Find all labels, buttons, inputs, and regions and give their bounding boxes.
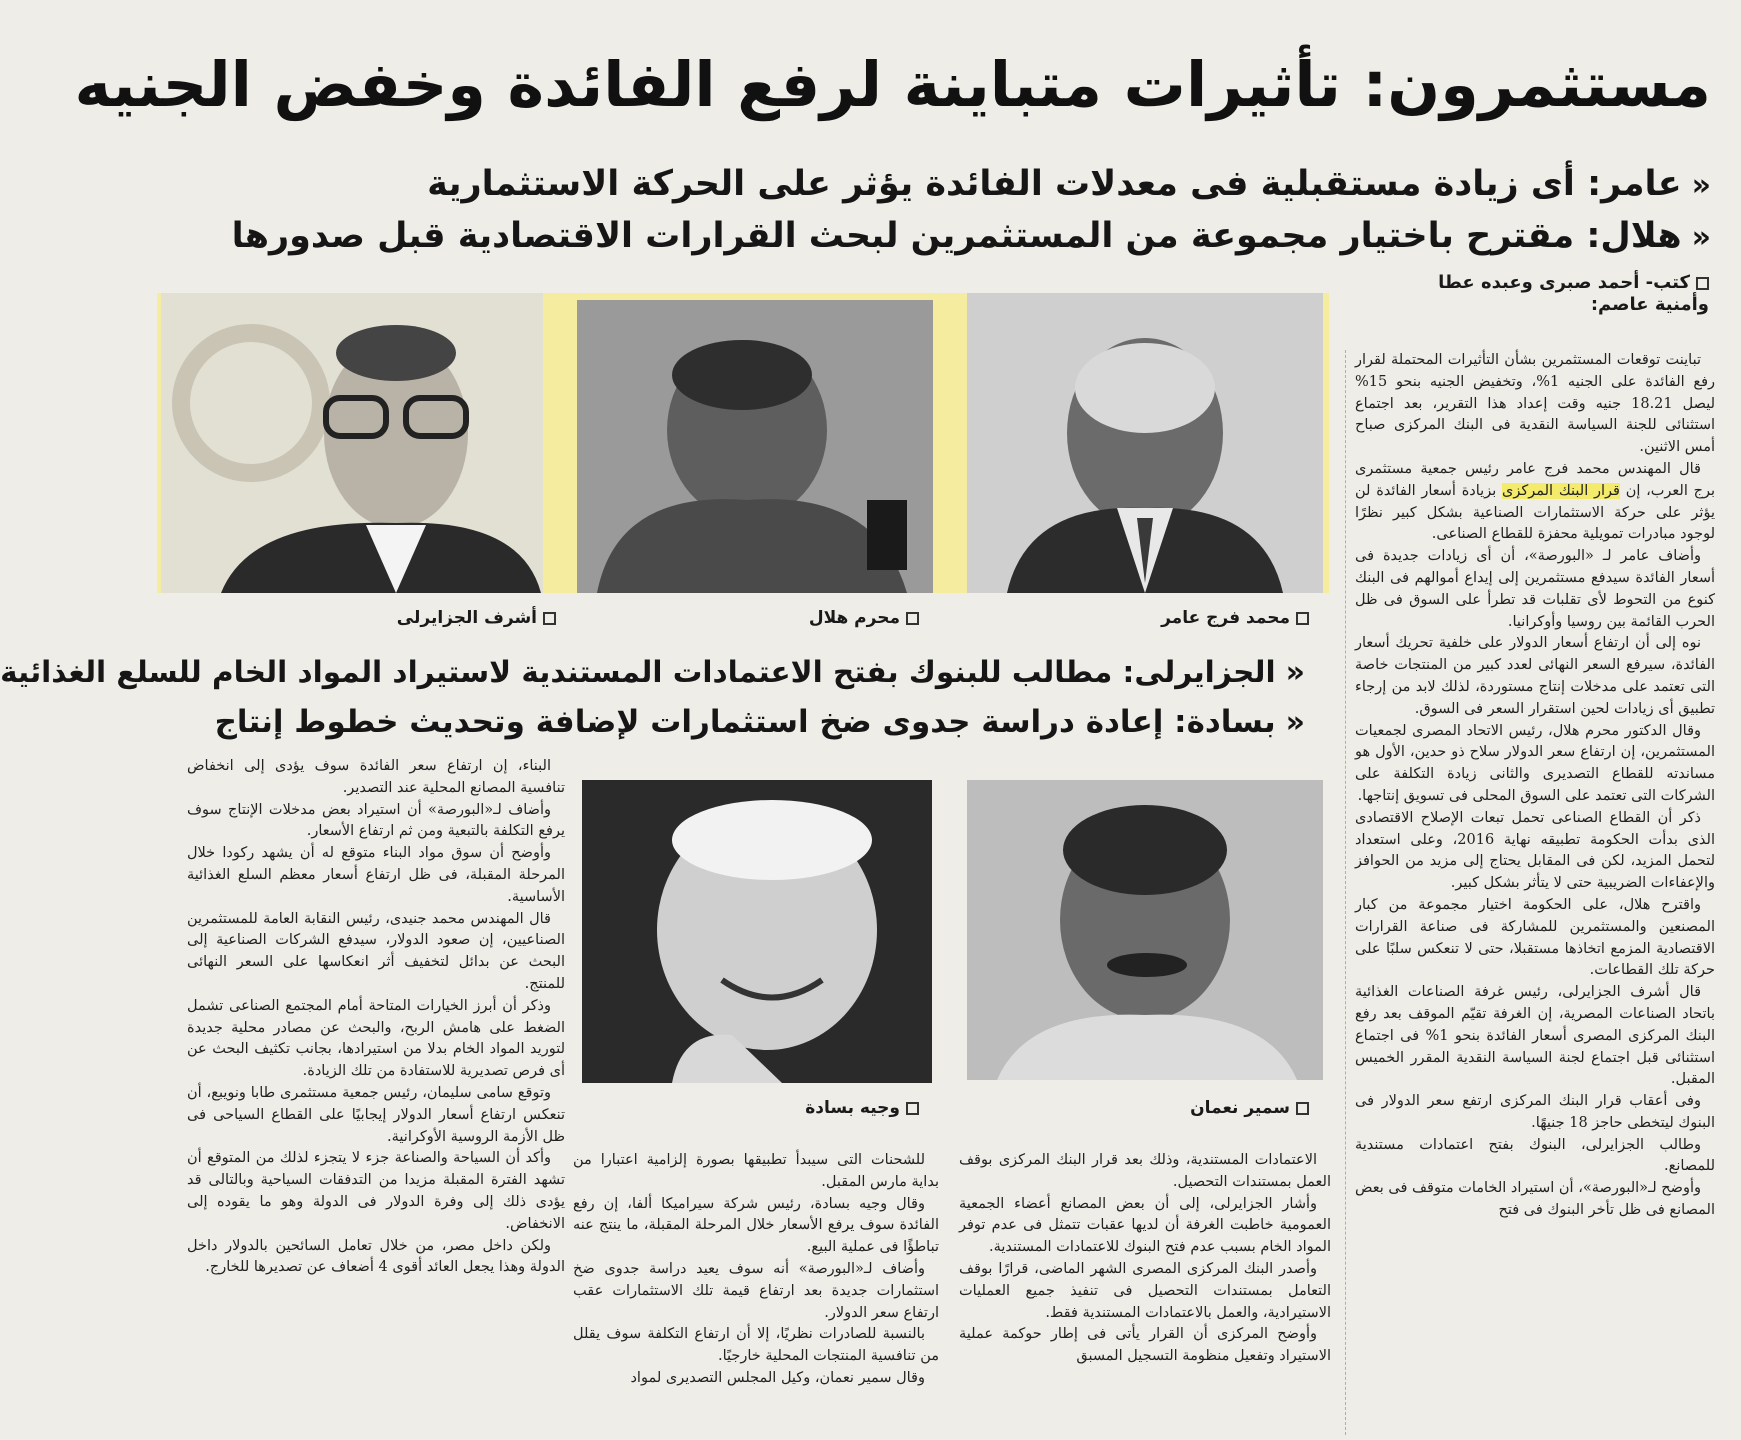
arrow-icon: « <box>1285 705 1305 740</box>
col4-paragraph: وأوضح أن سوق مواد البناء متوقع له أن يشهد ركودا خلال المرحلة المقبلة، فى ظل ارتفاع أسعار معظم السلع الغذائية الأساسية. <box>187 845 565 905</box>
subhead-gazayerly <box>0 646 1305 698</box>
col4-paragraph: وذكر أن أبرز الخيارات المتاحة أمام المجتمع الصناعى تشمل الضغط على هامش الربح، والبحث عن مصادر محلية جديدة لتوريد المواد الخام بدلا من استيرادها، بجانب تكثيف البحث عن أى فرص تصديرية للاستفادة من تلك الزيادة. <box>187 997 565 1080</box>
col4-paragraph: وأكد أن السياحة والصناعة جزء لا يتجزء لذلك من المتوقع أن تشهد الفترة المقبلة مزيدا من التدفقات السياحية وبالتالى قد يؤدى ذلك إلى وفرة الدولار فى الدولة وهو ما يقوده إلى الانخفاض. <box>187 1150 565 1232</box>
byline-line1-text: كتب- أحمد صبرى وعبده عطا <box>1438 272 1690 293</box>
square-bullet-icon <box>1296 1102 1309 1115</box>
subhead-amer-text: عامر: أى زيادة مستقبلية فى معدلات الفائدة يؤثر على الحركة الاستثمارية <box>427 164 1682 204</box>
col1-paragraph: وأوضح لـ«البورصة»، أن استيراد الخامات متوقف فى بعض المصانع فى ظل تأخر البنوك فى فتح <box>1355 1180 1715 1219</box>
subhead-basada <box>191 696 1305 748</box>
subhead-basada-text: بسادة: إعادة دراسة جدوى ضخ استثمارات لإضافة وتحديث خطوط إنتاج <box>214 704 1276 740</box>
photo-helal <box>577 300 933 593</box>
portrait-amer-icon <box>967 293 1323 593</box>
col1-paragraph: نوه إلى أن ارتفاع أسعار الدولار على خلفية تحريك أسعار الفائدة، سيرفع السعر النهائى لعدد كبير من المنتجات خاصة التى تعتمد على مدخلات إنتاج مستوردة، لذلك لابد من إرجاء تطبيق أى زيادات لحين استقرار السعر فى السوق. <box>1355 635 1715 717</box>
caption-basada <box>805 1097 919 1119</box>
square-bullet-icon <box>906 1102 919 1115</box>
caption-basada-text: وجيه بسادة <box>805 1098 900 1118</box>
subhead-helal-text: هلال: مقترح باختيار مجموعة من المستثمرين لبحث القرارات الاقتصادية قبل صدورها <box>231 216 1682 256</box>
caption-gazayerly <box>397 607 556 629</box>
arrow-icon: « <box>1285 655 1305 690</box>
photo-amer <box>967 293 1323 593</box>
subhead-amer <box>177 158 1711 210</box>
square-bullet-icon <box>906 612 919 625</box>
caption-helal <box>809 607 919 629</box>
col1-paragraph: وفى أعقاب قرار البنك المركزى ارتفع سعر الدولار فى البنوك ليتخطى حاجز 18 جنيهًا. <box>1355 1093 1715 1131</box>
col4-paragraph: ولكن داخل مصر، من خلال تعامل السائحين بالدولار داخل الدولة وهذا يجعل العائد أقوى 4 أضعاف عن تصديرها للخارج. <box>187 1237 565 1276</box>
subhead-gazayerly-text: الجزايرلى: مطالب للبنوك بفتح الاعتمادات المستندية لاستيراد المواد الخام للسلع الغذائية <box>0 655 1276 689</box>
byline <box>1409 272 1709 316</box>
col3-paragraph: وقال سمير نعمان، وكيل المجلس التصديرى لمواد <box>630 1369 925 1386</box>
col1-paragraph: قال أشرف الجزايرلى، رئيس غرفة الصناعات الغذائية باتحاد الصناعات المصرية، إن الغرفة تقيّم الموقف بعد رفع البنك المركزى المصرى أسعار الفائدة بنحو 1% فى اجتماع استثنائى قبل اجتماع لجنة السياسة النقدية المقرر الخميس المقبل. <box>1355 984 1715 1088</box>
col1-paragraph: وأضاف عامر لـ «البورصة»، أن أى زيادات جديدة فى أسعار الفائدة سيدفع مستثمرين إلى إيداع أموالهم فى البنك كنوع من التحوط لأى تقلبات قد تطرأ على السوق فى ظل الحرب القائمة بين روسيا وأوكرانيا. <box>1355 548 1715 630</box>
column-2 <box>959 1150 1331 1435</box>
photo-basada <box>582 780 932 1083</box>
byline-line1 <box>1409 272 1709 294</box>
col4-paragraph: قال المهندس محمد جنيدى، رئيس النقابة العامة للمستثمرين الصناعيين، إن صعود الدولار، سيدفع الشركات الصناعية إلى البحث عن بدائل لتخفيف أثر انعكاسها على السعر النهائى للمنتج. <box>187 910 565 992</box>
caption-amer-text: محمد فرج عامر <box>1161 608 1290 628</box>
col2-paragraph: وأصدر البنك المركزى المصرى الشهر الماضى، قرارًا بوقف التعامل بمستندات التحصيل فى تنفيذ جميع العمليات الاستيرادية، والعمل بالاعتمادات المستندية فقط. <box>959 1260 1331 1321</box>
col1-p2-text-a: قال المهندس محمد فرج عامر رئيس جمعية مستثمرى برج العرب، إن <box>1355 460 1716 499</box>
column-divider <box>1345 350 1346 1435</box>
portrait-gazayerly-icon <box>161 293 543 593</box>
caption-gazayerly-text: أشرف الجزايرلى <box>396 608 537 628</box>
byline-line2: وأمنية عاصم: <box>1590 294 1709 315</box>
col1-paragraph-amer <box>1355 459 1715 546</box>
col4-paragraph: وتوقع سامى سليمان، رئيس جمعية مستثمرى طابا ونويبع، أن تنعكس ارتفاع أسعار الدولار إيجابيًا على القطاع السياحى فى ظل الأزمة الروسية الأوكرانية. <box>187 1084 565 1145</box>
caption-helal-text: محرم هلال <box>808 608 900 628</box>
col4-paragraph: وأضاف لـ«البورصة» أن استيراد بعض مدخلات الإنتاج سوف يرفع التكلفة بالتبعية ومن ثم ارتفاع الأسعار. <box>187 801 565 840</box>
col1-p2-text-b: بزيادة أسعار الفائدة لن يؤثر على حركة الاستثمارات الصناعية بشكل كبير نظرًا لوجود مبادرات تمويلية محفزة للقطاع الصناعى. <box>1355 482 1715 543</box>
col2-paragraph: وأوضح المركزى أن القرار يأتى فى إطار حوكمة عملية الاستيراد وتفعيل منظومة التسجيل المسبق <box>959 1326 1331 1365</box>
arrow-icon: « <box>1691 220 1711 255</box>
portrait-noaman-icon <box>967 780 1323 1080</box>
square-bullet-icon <box>543 612 556 625</box>
subhead-helal <box>177 210 1711 262</box>
col3-paragraph: وأضاف لـ«البورصة» أنه سوف يعيد دراسة جدوى ضخ استثمارات جديدة بعد ارتفاع قيمة تلك الاستثمارات عقب ارتفاع سعر الدولار. <box>573 1260 939 1321</box>
col1-paragraph: واقترح هلال، على الحكومة اختيار مجموعة من كبار المصنعين والمستثمرين للمشاركة فى صناعة القرارات الاقتصادية المزمع اتخاذها مستقبلا، حتى لا تنعكس سلبًا على حركة تلك القطاعات. <box>1355 896 1715 979</box>
caption-amer <box>1161 607 1309 629</box>
portrait-basada-icon <box>582 780 932 1083</box>
col3-paragraph: بالنسبة للصادرات نظريًا، إلا أن ارتفاع التكلفة سوف يقلل من تنافسية المنتجات المحلية خارجيًا. <box>573 1326 939 1365</box>
arrow-icon: « <box>1691 168 1711 203</box>
col1-paragraph: وطالب الجزايرلى، البنوك بفتح اعتمادات مستندية للمصانع. <box>1355 1136 1715 1175</box>
col3-paragraph: وقال وجيه بسادة، رئيس شركة سيراميكا ألفا، إن رفع الفائدة سوف يرفع الأسعار خلال المرحلة المقبلة، ما ينتج عنه تباطؤًا فى عملية البيع. <box>573 1195 939 1256</box>
column-3 <box>573 1150 939 1435</box>
square-bullet-icon <box>1696 277 1709 290</box>
column-4 <box>187 756 565 1435</box>
caption-noaman <box>1190 1097 1309 1119</box>
portrait-helal-icon <box>577 300 933 593</box>
photo-gazayerly <box>161 293 543 593</box>
highlighted-text: قرار البنك المركزى <box>1502 482 1620 499</box>
col2-paragraph: وأشار الجزايرلى، إلى أن بعض المصانع أعضاء الجمعية العمومية خاطبت الغرفة أن لديها عقبات تتمثل فى عدم توفر المواد الخام بسبب عدم فتح البنوك للاعتمادات المستندية. <box>959 1195 1331 1256</box>
column-1 <box>1355 350 1715 1435</box>
col1-paragraph: وقال الدكتور محرم هلال، رئيس الاتحاد المصرى لجمعيات المستثمرين، إن ارتفاع سعر الدولار سلاح ذو حدين، الأول هو مساندته للقطاع التصديرى والثانى زيادة التكلفة على الشركات التى تعتمد على السوق المحلى فى تسويق إنتاجها. <box>1355 722 1715 804</box>
col1-paragraph: تباينت توقعات المستثمرين بشأن التأثيرات المحتملة لقرار رفع الفائدة على الجنيه 1%، وتخفيض الجنيه بنحو 15% ليصل 18.21 جنيه وقت إعداد هذا التقرير، بعد اجتماع استثنائى للجنة السياسة النقدية فى البنك المركزى صباح أمس الاثنين. <box>1355 352 1716 456</box>
caption-noaman-text: سمير نعمان <box>1190 1098 1290 1118</box>
square-bullet-icon <box>1296 612 1309 625</box>
headline: مستثمرون: تأثيرات متباينة لرفع الفائدة وخفض الجنيه <box>74 48 1711 121</box>
col2-paragraph: الاعتمادات المستندية، وذلك بعد قرار البنك المركزى بوقف العمل بمستندات التحصيل. <box>959 1152 1331 1190</box>
col3-paragraph: للشحنات التى سيبدأ تطبيقها بصورة إلزامية اعتبارا من بداية مارس المقبل. <box>573 1152 939 1190</box>
photo-noaman <box>967 780 1323 1080</box>
col1-paragraph: ذكر أن القطاع الصناعى تحمل تبعات الإصلاح الاقتصادى الذى بدأت الحكومة تطبيقه نهاية 2016، وعلى استعداد لتحمل المزيد، لكن فى المقابل يحتاج إلى مزيد من الحوافز والإعفاءات الضريبية حتى لا يتأثر بشكل كبير. <box>1355 809 1715 892</box>
col4-paragraph: البناء، إن ارتفاع سعر الفائدة سوف يؤدى إلى انخفاض تنافسية المصانع المحلية عند التصدير. <box>187 758 565 796</box>
